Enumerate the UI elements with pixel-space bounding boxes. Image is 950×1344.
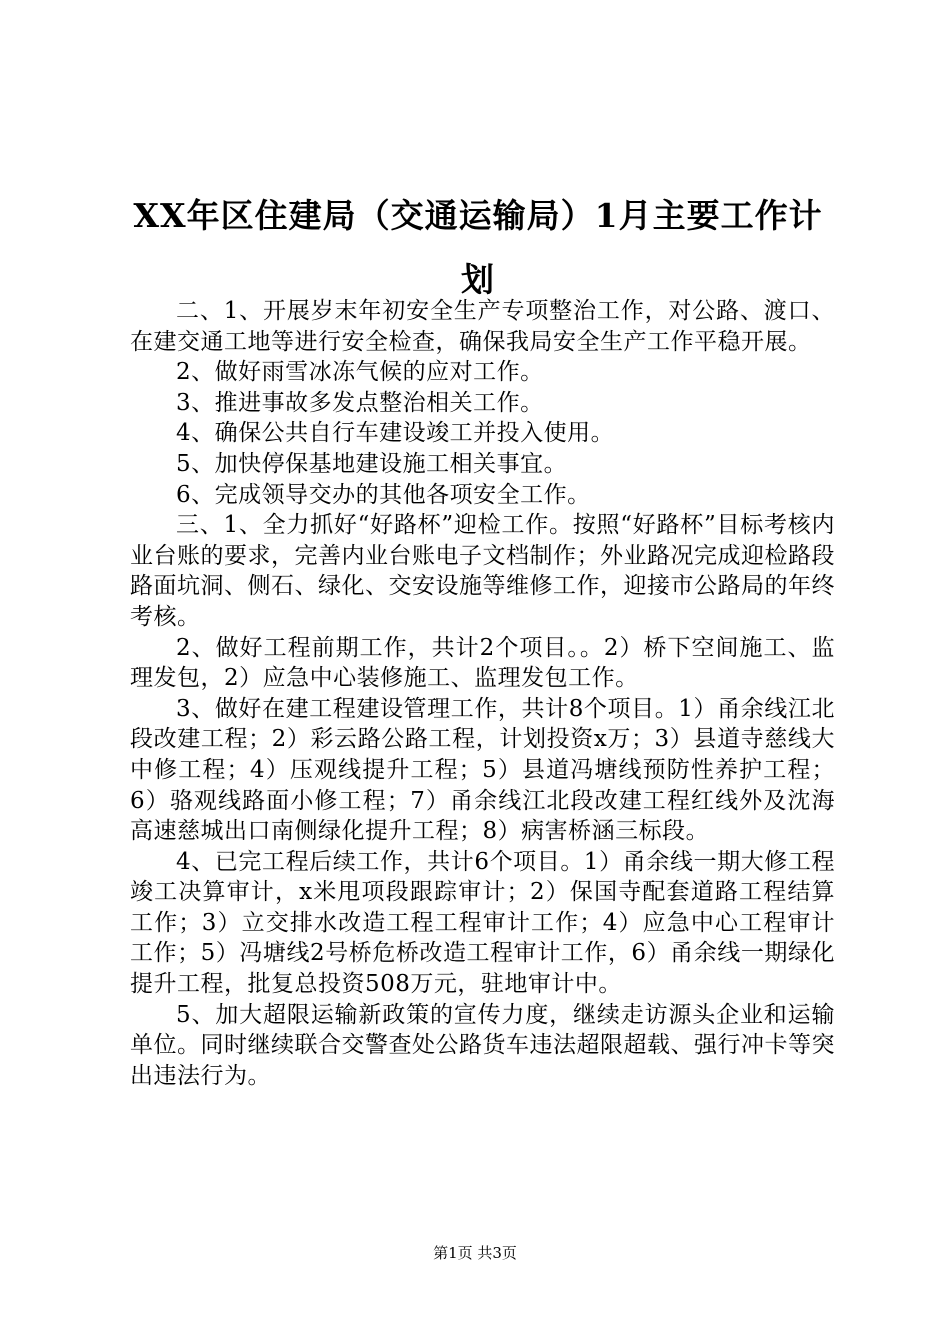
paragraph-section-3-item-4: 4、已完工程后续工作，共计6个项目。1）甬余线一期大修工程竣工决算审计，x米甩项段跟踪审计；2）保国寺配套道路工程结算工作；3）立交排水改造工程工程审计工作；4）应急中心工程审计工作；5）冯塘线2号桥危桥改造工程审计工作，6）甬余线一期绿化提升工程，批复总投资508万元，驻地审计中。 — [130, 848, 835, 998]
paragraph-section-2-item-5: 5、加快停保基地建设施工相关事宜。 — [176, 450, 568, 477]
paragraph-section-3-item-2: 2、做好工程前期工作，共计2个项目。。2）桥下空间施工、监理发包，2）应急中心装修施工、监理发包工作。 — [130, 634, 835, 692]
paragraph-section-3-item-1: 三、1、全力抓好“好路杯”迎检工作。按照“好路杯”目标考核内业台账的要求，完善内业台账电子文档制作；外业路况完成迎检路段路面坑洞、侧石、绿化、交安设施等维修工作，迎接市公路局的年终考核。 — [130, 512, 835, 630]
paragraph-section-2-item-4: 4、确保公共自行车建设竣工并投入使用。 — [176, 420, 615, 447]
paragraph-section-2-item-6: 6、完成领导交办的其他各项安全工作。 — [176, 481, 591, 508]
paragraph-section-2-item-3: 3、推进事故多发点整治相关工作。 — [176, 389, 544, 416]
paragraph-section-3-item-5: 5、加大超限运输新政策的宣传力度，继续走访源头企业和运输单位。同时继续联合交警查处公路货车违法超限超载、强行冲卡等突出违法行为。 — [130, 1001, 835, 1089]
document-title: XX年区住建局（交通运输局）1月主要工作计划 — [133, 196, 823, 299]
document-body — [130, 296, 835, 1091]
page-footer: 第1页 共3页 — [433, 1244, 517, 1262]
paragraph-section-3-item-3: 3、做好在建工程建设管理工作，共计8个项目。1）甬余线江北段改建工程；2）彩云路公路工程，计划投资x万；3）县道寺慈线大中修工程；4）压观线提升工程；5）县道冯塘线预防性养护工程；6）骆观线路面小修工程；7）甬余线江北段改建工程红线外及沈海高速慈城出口南侧绿化提升工程；8）病害桥涵三标段。 — [130, 695, 835, 845]
paragraph-section-2-item-1: 二、1、开展岁末年初安全生产专项整治工作，对公路、渡口、在建交通工地等进行安全检查，确保我局安全生产工作平稳开展。 — [130, 298, 835, 355]
paragraph-section-2-item-2: 2、做好雨雪冰冻气候的应对工作。 — [176, 359, 544, 386]
